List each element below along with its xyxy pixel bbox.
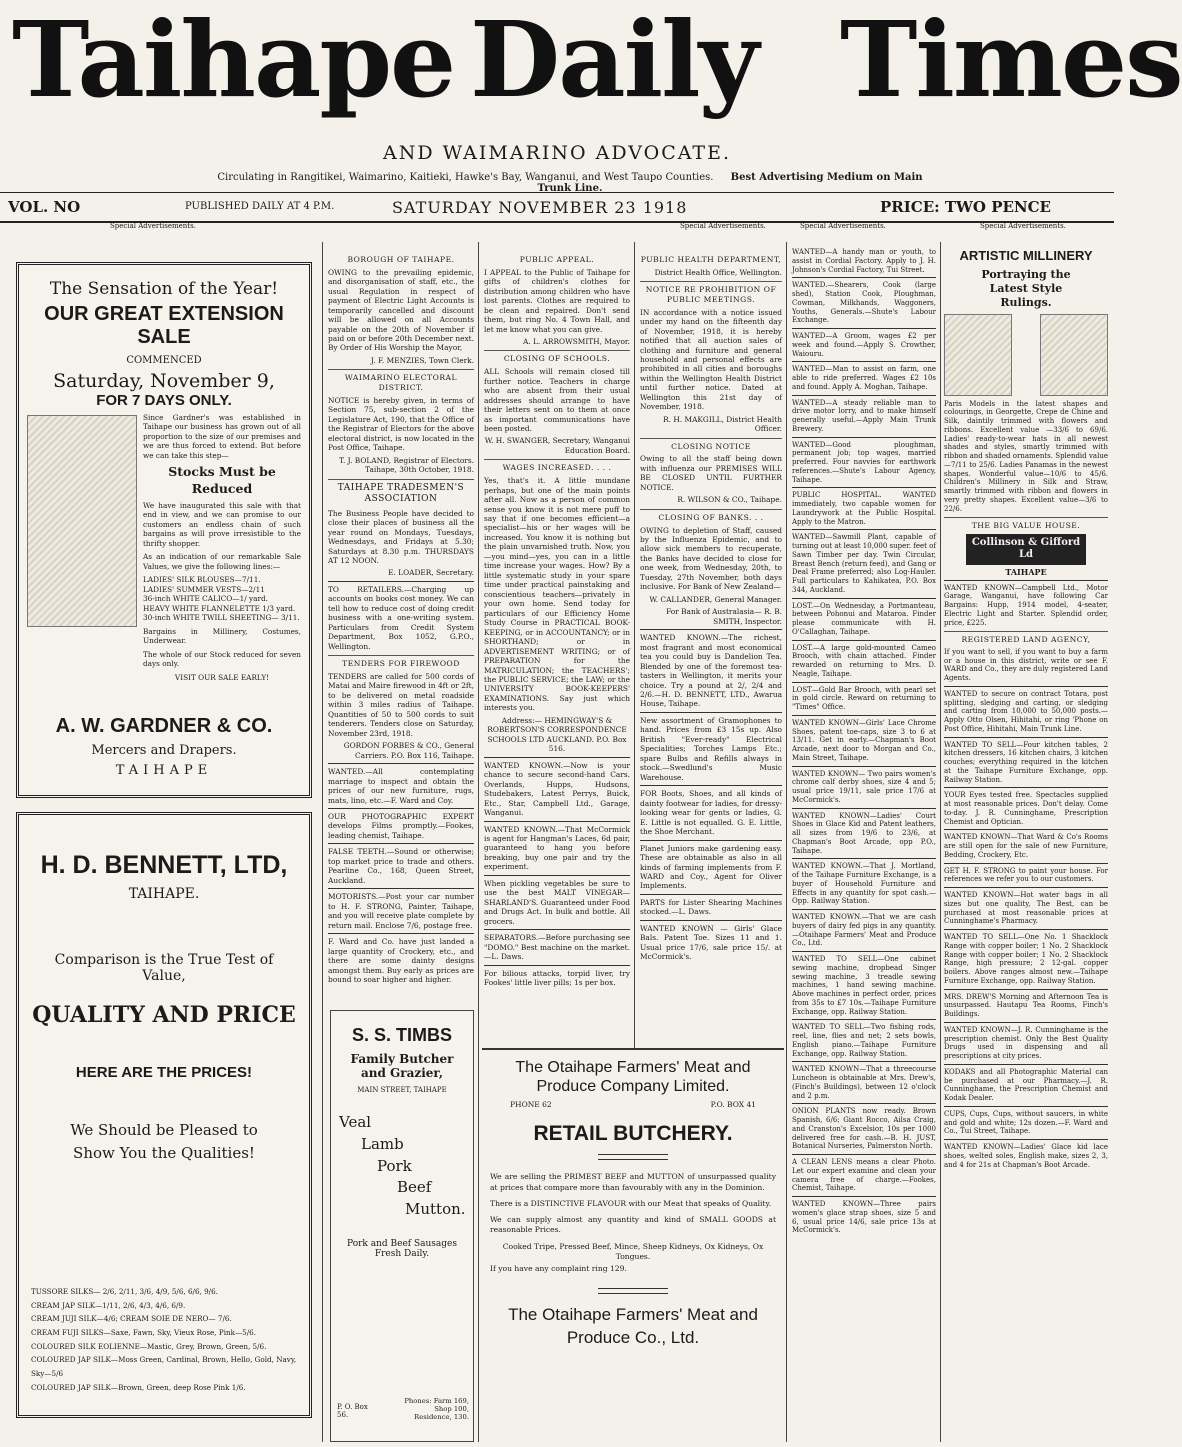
timbs-meats: Veal Lamb Pork Beef Mutton.	[339, 1113, 466, 1218]
gardner-sale-ad	[16, 262, 312, 798]
timbs-box: P. O. Box 56.	[337, 1403, 368, 1419]
column-5: WANTED—A handy man or youth, to assist in Cordial Factory. Apply to J. H. Johnson's Cordial Factory, Tui Street. WANTED.—Shearers, Cook (large shed), Station Cook, Ploughman, Cowman, Milkhands, Waggoners, Youths, Generals.—Shute's Labour Exchange. WANTED—A Groom, wages £2 per week and found.—Apply S. Crowther, Waiouru. WANTED—Man to assist on farm, one able to ride preferred. Wages £2 10s and found. Apply A. Moghan, Taihape. WANTED—A steady reliable man to drive motor lorry, and to make himself generally useful.—Apply Main Trunk Brewery. WANTED—Good ploughman, permanent job; top wages, married preferred. Four navvies for earthwork references.—Shute's Labour Agency, Taihape. PUBLIC HOSPITAL. WANTED immediately, two capable women for Laundrywork at the Public Hospital. Apply to the Matron. WANTED—Sawmill Plant, capable of turning out at least 10,000 super. feet of Sawn Timber per day. Twin Circular, Breast Bench (return feed), and Gang or Deal Frame preferred; also Log-Hauler. Full particulars to Kahikatea, P.O. Box 344, Auckland. LOST.—On Wednesday, a Portmanteau, between Pohonui and Mataroa. Finder please communicate with H. O'Callaghan, Taihape. LOST.—A large gold-mounted Cameo Brooch, with chain attached. Finder rewarded on returning to Mrs. D. Neagle, Taihape. LOST—Gold Bar Brooch, with pearl set in gold circle. Reward on returning to "Times" Office. WANTED KNOWN—Girls' Lace Chrome Shoes, patent toe-caps, size 3 to 6 at 13/11. Get in early.—Chapman's Boot Arcade, next door to Morgan and Co., Main Street, Taihape. WANTED KNOWN— Two pairs women's chrome calf derby shoes, size 4 and 5; usual price 19/11, sale price 17/6 at McCormick's. WANTED KNOWN—Ladies' Court Shoes in Glace Kid and Patent leathers, all sizes from 19/6 to 23/6, at Chapman's Boot Arcade, opp P.O., Taihape. WANTED KNOWN.—That J. Mortland, of the Taihape Furniture Exchange, is a buyer of Household Furniture and Effects in any quantity for spot cash.—Opp. Railway Station. WANTED KNOWN.—That we are cash buyers of dairy fed pigs in any quantity.—Otaihape Farmers' Meat and Produce Co., Ltd. WANTED TO SELL—One cabinet sewing machine, dropbead Singer sewing machine, 3 treadle sewing machines, 1 hand sewing machine. Above machines in perfect order, prices from 35s to £7 10s.—Taihape Furniture Exchange, opp. Railway Station. WANTED TO SELL—Two fishing rods, reel, line, flies and net; 2 sets bowls, English piano.—Taihape Furniture Exchange, opp. Railway Station. WANTED KNOWN—That a threecourse Luncheon is obtainable at Mrs. Drew's, (Finch's Buildings), between 12 o'clock and 2 p.m. ONION PLANTS now ready. Brown Spanish, 6/6; Giant Rocco, Ailsa Craig, and Cranston's Excelsior, 10s per 1000 delivered free for cash.—B. H. JUST, Botanical Nurseries, Palmerston North. A CLEAN LENS means a clear Photo. Let our expert examine and clean your camera free of charge.—Fookes, Chemist, Taihape. WANTED KNOWN—Three pairs women's glace strap shoes, size 5 and 6, usual price 14/6, sale price 13s at McCormick's.	[792, 248, 936, 1235]
published-time: PUBLISHED DAILY AT 4 P.M.	[185, 201, 335, 212]
farmers-phone: PHONE 62	[510, 1100, 552, 1110]
farmers-title: The Otaihape Farmers' Meat and Produce Company Limited.	[515, 1059, 751, 1096]
bennett-town: TAIHAPE.	[128, 886, 200, 902]
timbs-sausages: Pork and Beef Sausages Fresh Daily.	[347, 1238, 457, 1259]
special-ads-label: Special Advertisements.	[110, 222, 196, 230]
column-rule	[322, 242, 323, 1442]
column-6: ARTISTIC MILLINERY Portraying the Latest Style Rulings. Paris Models in the latest shapes and colourings, in Georgette, Crepe de Chine and Silk, daintily trimmed with flowers and ribbons. Excellent value —33/6 to 69/6. Ladies' ready-to-wear hats in all newest shades and styles, smartly trimmed with ribbon and shaded ornaments. Splendid value—7/11 to 25/6. Ladies Panamas in the newest shapes. Wonderful value—10/6 to 45/6. Children's Millinery in Silk and Straw, smartly trimmed with ribbon and flowers in very pretty shapes. Excellent value—3/6 to 22/6. THE BIG VALUE HOUSE. Collinson & Gifford Ld TAIHAPE WANTED KNOWN—Campbell Ltd., Motor Garage, Wanganui, have following Car Bargains: Hupp, 1914 model, 4-seater, Electric Light and Starter. Splendid order, price, £225. REGISTERED LAND AGENCY, If you want to sell, if you want to buy a farm or a house in this district, write or see F. WARD and Co., they are duly registered Land Agents. WANTED to secure on contract Totara, post splitting, sledging and carting, or sledging and carting from 10,000 to 50,000 posts.—Apply Otto Olsen, Hihitahi, or ring 'Phone on Post Office, Hihitahi, Main Trunk Line. WANTED TO SELL—Four kitchen tables, 2 kitchen dressers, 16 kitchen chairs, 3 kitchen couches; everything required in the kitchen at the Taihape Furniture Exchange, opp. Railway Station. YOUR Eyes tested free. Spectacles supplied at most reasonable prices. Don't delay. Come to-day. J. R. Cunninghame, Prescription Chemist and Optician. WANTED KNOWN—That Ward & Co's Rooms are still open for the sale of new Furniture, Bedding, Crockery, Etc. GET H. F. STRONG to paint your house. For references we refer you to our customers. WANTED KNOWN—Hot water bags in all sizes but one quality, The Best, can be purchased at most reasonable prices at Cunninghame's Pharmacy. WANTED TO SELL—One No. 1 Shacklock Range with copper boiler; 1 No. 2 Shacklock Range with copper boiler; 1 No. 2 Shacklock Range, high pressure; 2 12-gal. copper boilers. Above ranges almost new.—Taihape Furniture Exchange, opp. Railway Station. MRS. DREW'S Morning and Afternoon Tea is unsurpassed. Hautapu Tea Rooms, Finch's Buildings. WANTED KNOWN—J. R. Cunninghame is the prescription chemist. Only the Best Quality Drugs used in dispensing and all prescriptions at city prices. KODAKS and all Photographic Material can be purchased at our Pharmacy.—J. R. Cunninghame, the Prescription Chemist and Kodak Dealer. CUPS, Cups, Cups, without saucers, in white and gold and white; 12s dozen.—F. Ward and Co., Tui Street, Taihape. WANTED KNOWN—Ladies' Glace kid lace shoes, welted soles, English make, sizes 2, 3, and 4 for 21s at Chapman's Boot Arcade.	[944, 248, 1108, 1169]
gardner-town: TAIHAPE	[115, 763, 213, 778]
timbs-ad	[330, 1010, 474, 1442]
issue-date: SATURDAY NOVEMBER 23 1918	[392, 198, 688, 217]
masthead-word-times: Times	[840, 0, 1182, 121]
farmers-footer: The Otaihape Farmers' Meat and Produce Co., Ltd.	[508, 1305, 758, 1348]
timbs-name: S. S. TIMBS	[351, 1025, 452, 1045]
farmers-body: We are selling the PRIMEST BEEF and MUTTON of unsurpassed quality at prices that compare more than favourably with any in the Dominion. There is a DISTINCTIVE FLAVOUR with our Meat that speaks of Quality. We can supply almost any quantity and kind of SMALL GOODS at reasonable Prices. Cooked Tripe, Pressed Beef, Mince, Sheep Kidneys, Ox Kidneys, Ox Tongues. If you have any complaint ring 129.	[490, 1172, 776, 1274]
bennett-prices: HERE ARE THE PRICES!	[75, 1064, 253, 1081]
ad-date: Saturday, November 9,	[53, 370, 275, 392]
masthead-word-daily: Daily	[470, 0, 758, 121]
column-4: PUBLIC HEALTH DEPARTMENT, District Health Office, Wellington. NOTICE RE PROHIBITION OF PUBLIC MEETINGS. IN accordance with a notice issued under my hand on the fifteenth day of November, 1918, it is hereby notified that all auction sales of clothing and furniture and general household and personal effects are prohibited in all cities and boroughs within the Wellington Health District until further notice. Dated at Wellington this 21st day of November, 1918. R. H. MAKGILL, District Health Officer. CLOSING NOTICE Owing to all the staff being down with influenza our PREMISES WILL BE CLOSED UNTIL FURTHER NOTICE. R. WILSON & CO., Taihape. CLOSING OF BANKS. . . OWING to depletion of Staff, caused by the Influenza Epidemic, and to allow sick members to recuperate, the Banks have decided to close for one week, from Wednesday, 20th, to Tuesday, 27th November, both days inclusive. For Bank of New Zealand— W. CALLANDER, General Manager. For Bank of Australasia— R. B. SMITH, Inspector. WANTED KNOWN.—The richest, most fragrant and most economical tea you could buy is Dandelion Tea. Blended by one of the foremost tea-tasters in Wellington, it merits your choice. Try a pound at 2/, 2/4 and 2/6.—H. D. BENNETT, LTD., Awarua House, Taihape. New assortment of Gramophones to hand. Prices from £3 15s up. Also British "Ever-ready" Electrical Specialities; Torches Lamps Etc.; spare Bulbs and Refills always in stock.—Swedlund's Music Warehouse. FOR Boots, Shoes, and all kinds of dainty footwear for ladies, for dressy-looking wear for gents or ladies, G. E. Little is not equalled. G. E. Little, the Shoe Merchant. Planet Juniors make gardening easy. These are obtainable as also in all kinds of farming implements from F. WARD and Coy., Agent for Oliver Implements. PARTS for Lister Shearing Machines stocked.—L. Daws. WANTED KNOWN — Girls' Glace Bals. Patent Toe. Sizes 11 and 1. Usual price 17/6, sale price 15/. at McCormick's.	[640, 255, 782, 962]
gardner-trade: Mercers and Drapers.	[91, 743, 237, 758]
hat-illustration	[944, 314, 1012, 396]
farmers-meat-ad	[482, 1048, 784, 1442]
masthead	[0, 0, 1182, 200]
column-rule	[478, 242, 479, 1442]
bennett-pleased: We Should be Pleased to Show You the Qualities!	[70, 1121, 258, 1162]
lady-illustration	[27, 415, 137, 627]
special-ads-label: Special Advertisements.	[980, 222, 1066, 230]
ad-title: OUR GREAT EXTENSION SALE	[44, 303, 284, 348]
bennett-quality: QUALITY AND PRICE	[32, 1002, 296, 1028]
masthead-subtitle: AND WAIMARINO ADVOCATE.	[382, 142, 732, 164]
ad-headline: The Sensation of the Year!	[49, 279, 279, 299]
special-ads-label: Special Advertisements.	[800, 222, 886, 230]
gardner-firm: A. W. GARDNER & CO.	[55, 715, 273, 737]
issue-price: PRICE: TWO PENCE	[880, 198, 1051, 216]
bennett-price-list: TUSSORE SILKS— 2/6, 2/11, 3/6, 4/9, 5/6, 6/6, 9/6. CREAM JAP SILK—1/11, 2/6, 4/3, 4/6, 6/9. CREAM JUJI SILK—4/6; CREAM SOIE DE NERO— 7/6. CREAM FUJI SILKS—Saxe, Fawn, Sky, Vieux Rose, Pink—5/6. COLOURED SILK EOLIENNE—Mastic, Grey, Brown, Green, 5/6. COLOURED JAP SILK—Moss Green, Cardinal, Brown, Hello, Gold, Navy, Sky—5/6 COLOURED JAP SILK—Brown, Green, deep Rose Pink 1/6.	[31, 1287, 297, 1392]
special-ads-label: Special Advertisements.	[680, 222, 766, 230]
farmers-butchery: RETAIL BUTCHERY.	[533, 1122, 733, 1146]
ad-commenced: COMMENCED	[126, 355, 202, 366]
ad-body: Since Gardner's was established in Taihape our business has grown out of all proportion to the size of our premises and we are thus forced to extend. But before we can take this step— Stocks Must be Reduced We have inaugurated this sale with that end in view, and we can promise to our customers an endless chain of such bargains as will prove irresistible to the thrifty shopper. As an indication of our remarkable Sale Values, we give the following lines:— LADIES' SILK BLOUSES—7/11. LADIES' SUMMER VESTS—2/11 36-inch WHITE CALICO—1/ yard. HEAVY WHITE FLANNELETTE 1/3 yard. 30-inch WHITE TWILL SHEETING— 3/11. Bargains in Millinery, Costumes, Underwear. The whole of our Stock reduced for seven days only. VISIT OUR SALE EARLY!	[143, 413, 301, 682]
bennett-comparison: Comparison is the True Test of Value,	[54, 952, 274, 984]
bennett-ad	[16, 812, 312, 1418]
column-3: PUBLIC APPEAL. I APPEAL to the Public of Taihape for gifts of children's clothes for distribution among children who have lost parents. Clothes are required to be clean and repaired. Don't send them, but ring No. 4 Town Hall, and let me know what you can give. A. L. ARROWSMITH, Mayor. CLOSING OF SCHOOLS. ALL Schools will remain closed till further notice. Teachers in charge who are absent from their usual addresses should arrange to have their letters sent on to them at once as important communications have been posted. W. H. SWANGER, Secretary, Wanganui Education Board. WAGES INCREASED. . . . Yes, that's it. A little mundane perhaps, but one of the main points after all. Now as a person of common sense you know it is not mere puff to say that if one becomes efficient—a specialist—his or her wages will be increased. You know it is nothing but the plain unvarnished truth. Now, you—you mind—yes, you can in a little time increase your wages. How? By a little systematic study in your spare time under practical painstaking and conscientious teachers—privately in your own home. Send today for particulars of our Efficiency Home Study Course in PRACTICAL BOOK-KEEPING, or in ACCOUNTANCY; or in SHORTHAND; or in ADVERTISEMENT WRITING; or of PREPARATION for the MATRICULATION; the TEACHERS'; the PUBLIC SERVICE; the LAW; or the UNIVERSITY BOOK-KEEPERS' EXAMINATIONS. Say just which interests you. Address:— HEMINGWAY'S & ROBERTSON'S CORRESPONDENCE SCHOOLS LTD AUCKLAND. P.O. Box 516. WANTED KNOWN.—Now is your chance to secure second-hand Cars. Overlands, Hupps, Hudsons, Studebakers, Latest Perrys, Buick, Etc., Star, Campbell Ltd., Garage, Wanganui. WANTED KNOWN.—That McCormick is agent for Hangman's Laces, 6d pair, guaranteed to hang you before breaking, buy one pair and try the experiment. When pickling vegetables be sure to use the best MALT VINEGAR—SHARLAND'S. Guaranteed under Food and Drugs Act. In bulk and bottle. All grocers. SEPARATORS.—Before purchasing see "DOMO." Best machine on the market.—L. Daws. For bilious attacks, torpid liver, try Fookes' little liver pills; 1s per box.	[484, 255, 631, 988]
masthead-word-taihape: Taihape	[12, 0, 455, 121]
hat-illustration	[1040, 314, 1108, 396]
circulating-line: Circulating in Rangitikei, Waimarino, Kaitieki, Hawke's Bay, Wanganui, and West Taupo Counties. Best Advertising Medium on Main Trunk Line.	[217, 172, 923, 194]
ad-days: FOR 7 DAYS ONLY.	[96, 392, 232, 409]
timbs-phones: Phones: Farm 169, Shop 100, Residence, 130.	[404, 1397, 469, 1421]
timbs-trade: Family Butcher and Grazier,	[350, 1052, 454, 1080]
farmers-box: P.O. BOX 41	[710, 1100, 756, 1110]
millinery-portraying: Portraying the Latest Style Rulings.	[981, 268, 1071, 309]
dateline-bar	[0, 192, 1114, 223]
column-rule	[940, 242, 941, 1442]
timbs-address: MAIN STREET, TAIHAPE	[357, 1086, 447, 1094]
bennett-firm: H. D. BENNETT, LTD,	[40, 851, 288, 879]
ad-stocks: Stocks Must be Reduced	[168, 464, 276, 496]
column-rule	[786, 242, 787, 1442]
volume-number: VOL. NO	[8, 198, 81, 216]
collinson-logo: Collinson & Gifford Ld	[966, 534, 1086, 565]
millinery-title: ARTISTIC MILLINERY	[959, 248, 1093, 263]
column-2: BOROUGH OF TAIHAPE. OWING to the prevailing epidemic, and disorganisation of staff, etc., the usual Regulation in respect of payment of Electric Light Accounts is temporarily cancelled and discount will be allowed on all Accounts payable on the 20th of November if paid on or before 20th December next. By Order of His Worship the Mayor, J. F. MENZIES, Town Clerk. WAIMARINO ELECTORAL DISTRICT. NOTICE is hereby given, in terms of Section 75, sub-section 2 of the Legislature Act, 190, that the Office of the Registrar of Electors for the above electoral district, is now located in the Post Office, Taihape. T. J. BOLAND, Registrar of Electors. Taihape, 30th October, 1918. TAIHAPE TRADESMEN'S ASSOCIATION The Business People have decided to close their places of business all the year round on Mondays, Tuesdays, Wednesdays, and Fridays at 5.30; Saturdays at 8.30 p.m. THURSDAYS AT 12 NOON. E. LOADER, Secretary. TO RETAILERS.—Charging up accounts on books cost money. We can tell how to reduce cost of doing credit business with a one-writing system. Particulars from Credit System Department, Box 1052, G.P.O., Wellington. TENDERS FOR FIREWOOD TENDERS are called for 500 cords of Matai and Maire firewood in 4ft or 2ft, to be delivered on metal roadside within 3 miles radius of Taihape. Quantities of 50 to 500 cords to suit tenderers. Tenders close on Saturday, November 23rd, 1918. GORDON FORBES & CO., General Carriers. P.O. Box 116, Taihape. WANTED.—All contemplating marriage to inspect and obtain the prices of our new furniture, rugs, mats, lino, etc.—F. Ward and Coy. OUR PHOTOGRAPHIC EXPERT develops Films promptly.—Fookes, leading chemist, Taihape. FALSE TEETH.—Sound or otherwise; top market price to trade and others. Pearline Co., 168, Queen Street, Auckland. MOTORISTS.—Post your car number to H. F. STRONG, Painter, Taihape, and you will receive plate complete by return mail. Enclose 7/6, postage free. F. Ward and Co. have just landed a large quantity of Crockery, etc., and there are some dainty designs amongst them. Buy early as prices are bound to soar higher and higher.	[328, 255, 474, 985]
